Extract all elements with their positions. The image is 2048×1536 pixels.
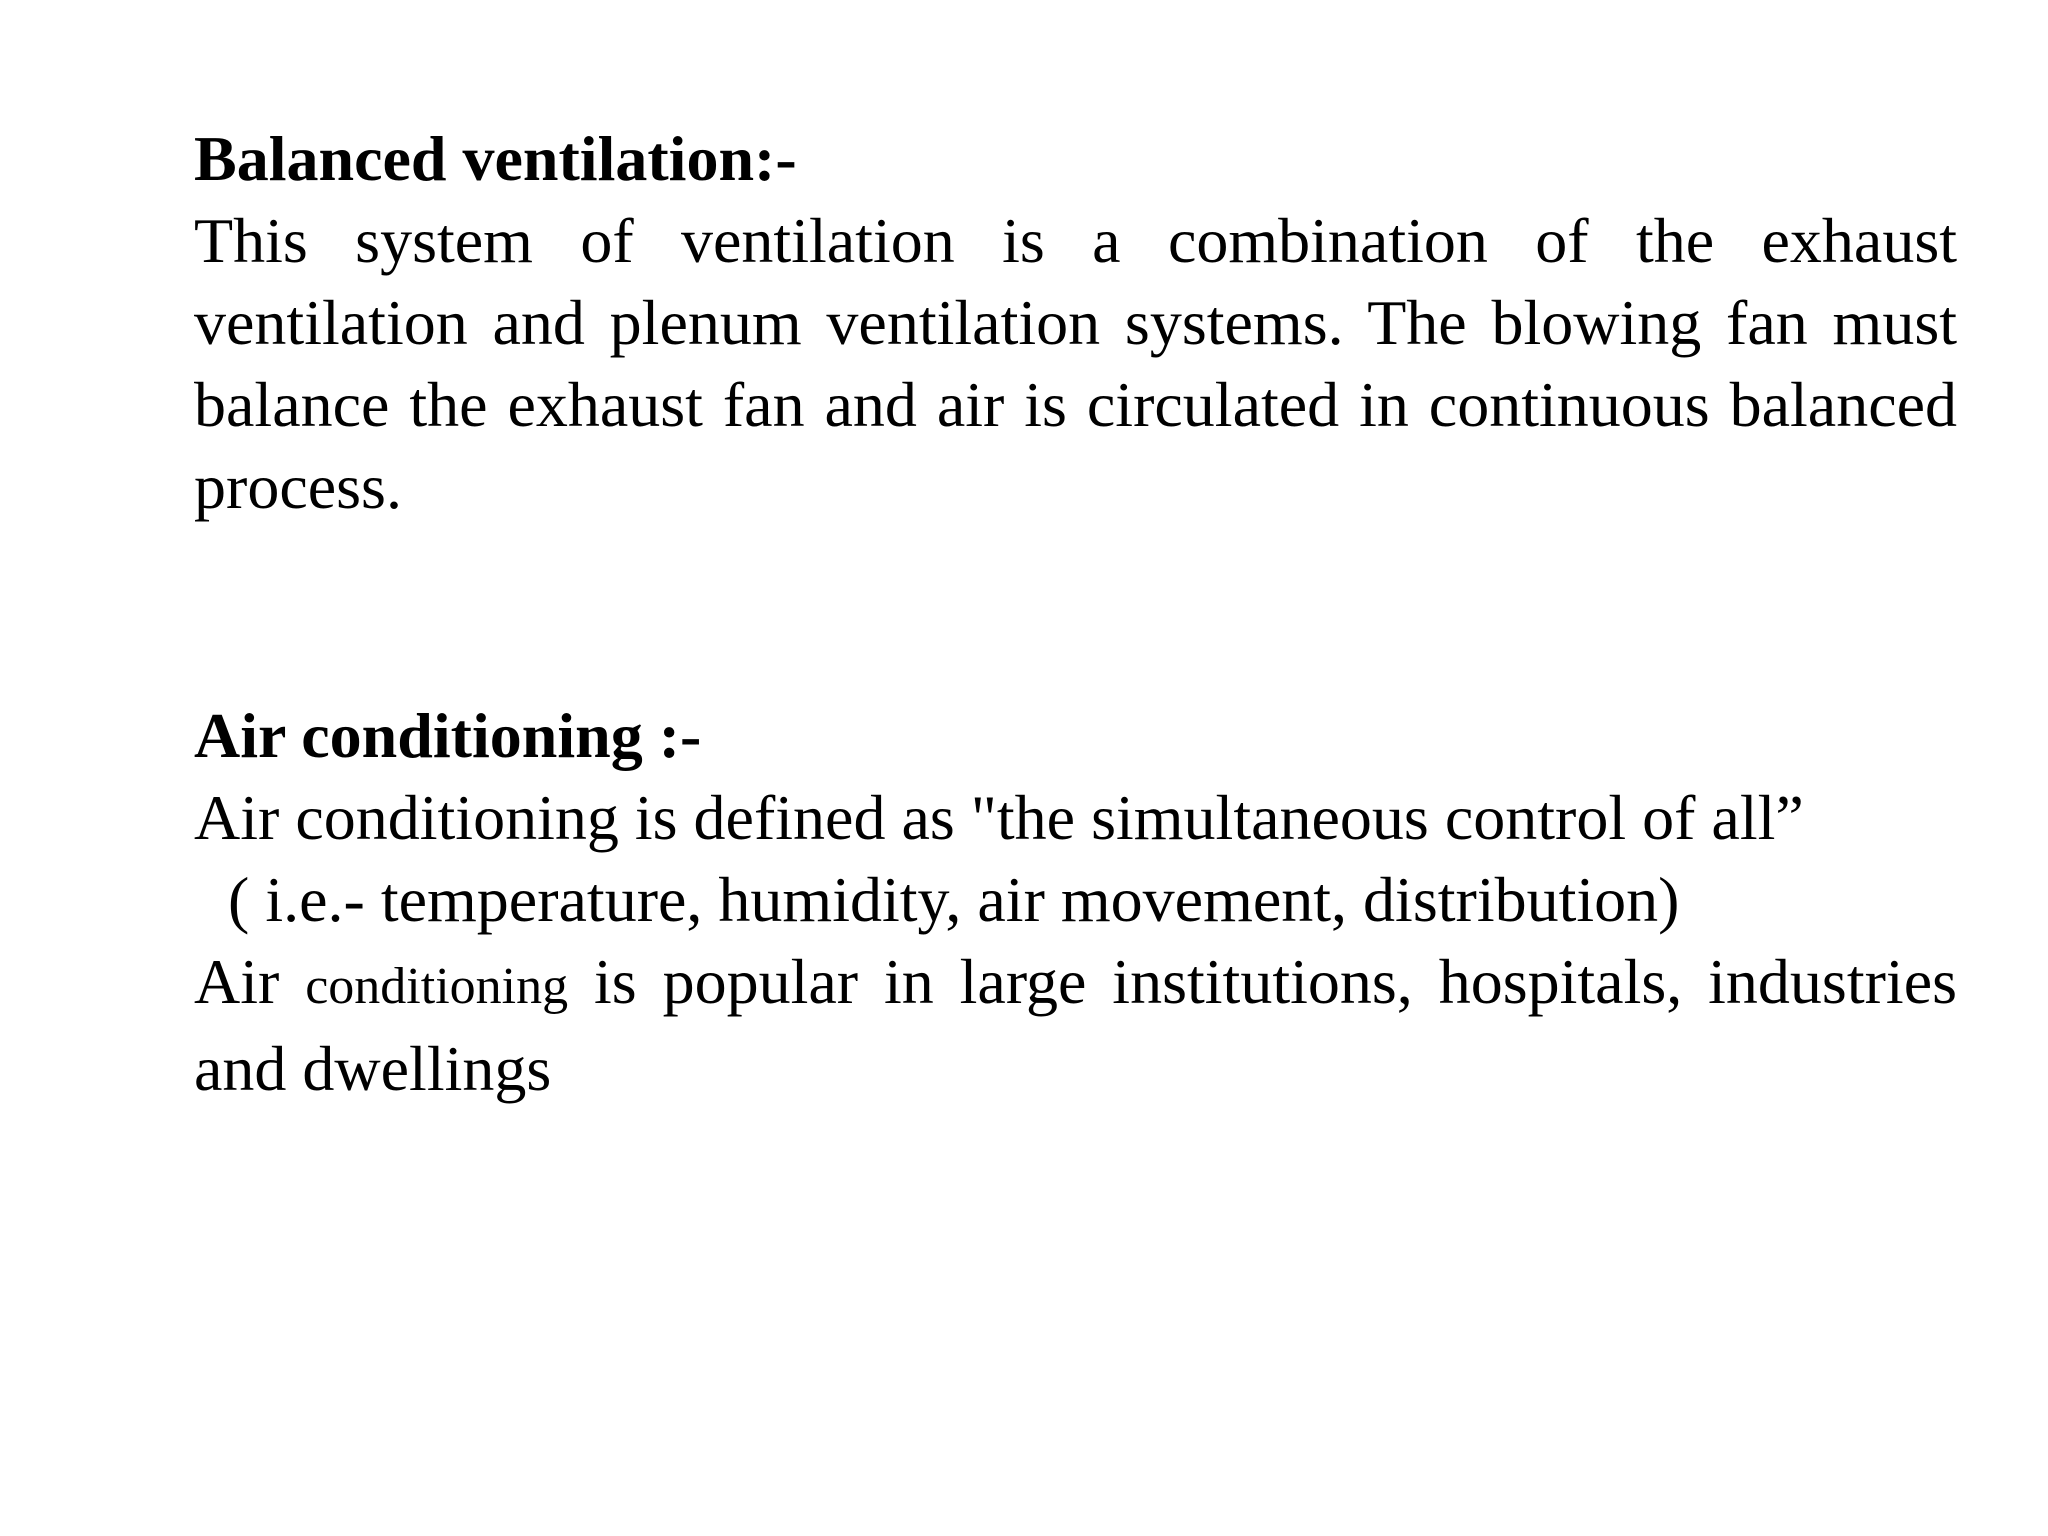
air-conditioning-heading: Air conditioning :-: [194, 700, 702, 771]
usage-rest-text: is popular in large institutions, hospitals, industries and dwellings: [194, 946, 1958, 1104]
balanced-ventilation-section: [194, 118, 1957, 528]
air-conditioning-section: [194, 695, 1957, 1110]
air-conditioning-definition: Air conditioning is defined as "the simultaneous control of all”: [194, 782, 1804, 853]
balanced-ventilation-paragraph: This system of ventilation is a combination of the exhaust ventilation and plenum ventilation systems. The blowing fan must balance the exhaust fan and air is circulated in continuous balanced process.: [194, 205, 1957, 522]
balanced-ventilation-heading: Balanced ventilation:-: [194, 123, 797, 194]
usage-word-air: Air: [194, 946, 280, 1017]
usage-word-conditioning: conditioning: [305, 958, 569, 1015]
air-conditioning-examples: ( i.e.- temperature, humidity, air movement, distribution): [228, 864, 1680, 935]
air-conditioning-usage: [194, 941, 1957, 1110]
